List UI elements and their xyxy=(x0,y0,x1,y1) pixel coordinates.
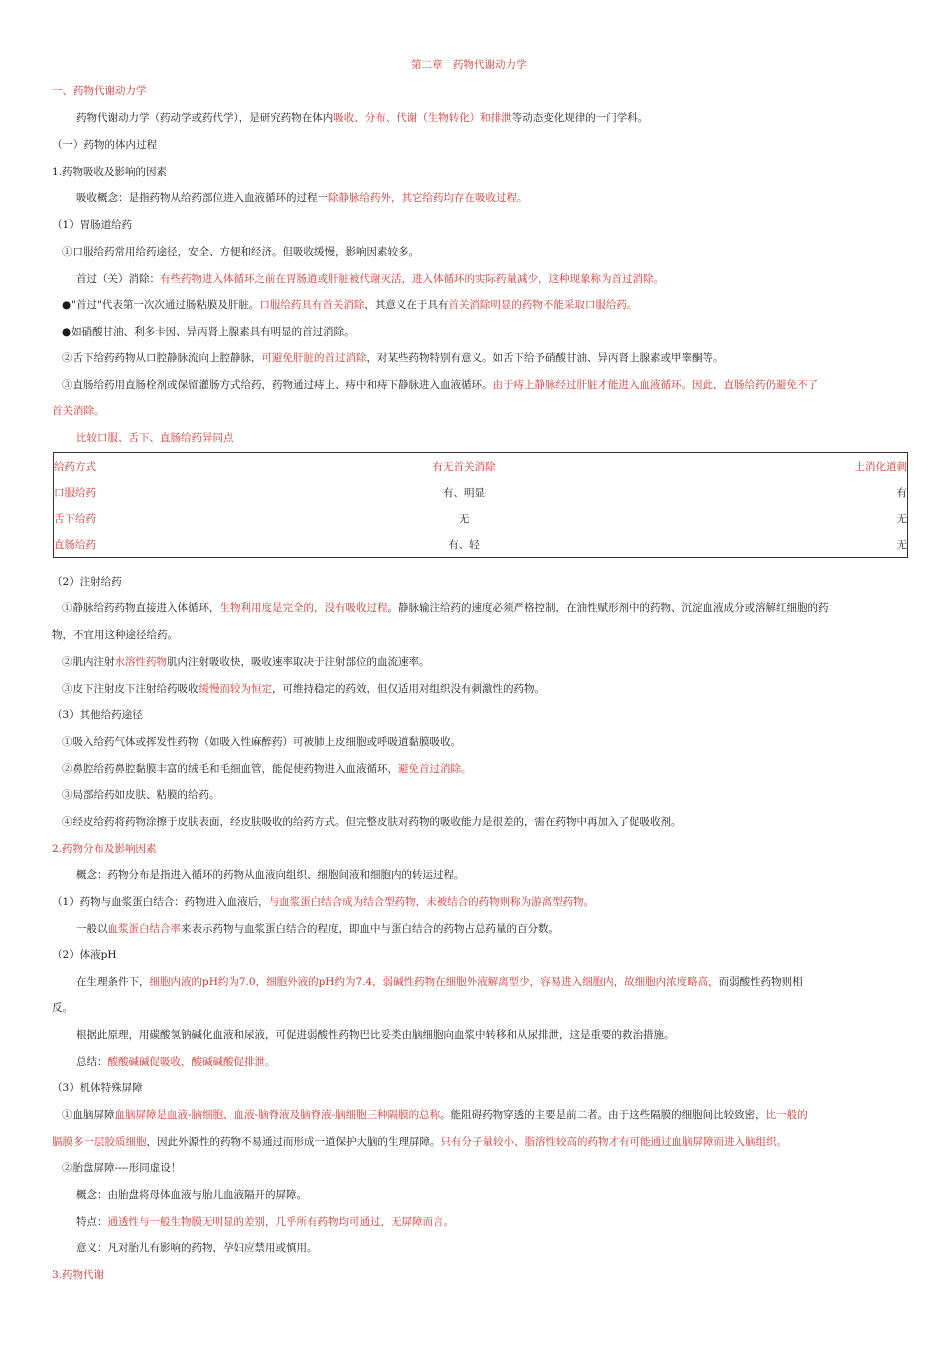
text-segment: ①口服给药常用给药途径，安全、方便和经济。但吸收缓慢，影响因素较多。 xyxy=(62,246,419,258)
text-line xyxy=(62,298,637,312)
text-segment: ②舌下给药药物从口腔静脉流向上腔静脉， xyxy=(62,352,262,364)
text-segment: 肌内注射吸收快，吸收速率取决于注射部位的血流速率。 xyxy=(167,656,430,668)
text-segment: （3）机体特殊屏障 xyxy=(52,1082,143,1094)
text-line xyxy=(62,762,472,776)
text-line xyxy=(52,404,105,418)
text-line xyxy=(76,1028,675,1042)
text-line xyxy=(62,682,545,696)
text-line xyxy=(62,378,818,392)
table-row xyxy=(54,505,908,531)
text-line xyxy=(76,1241,318,1255)
highlighted-text: 与血浆蛋白结合成为结合型药物，未被结合的药物则称为游离型药物。 xyxy=(268,896,595,908)
table-header-cell: 上消化道刺 xyxy=(854,460,907,473)
highlighted-text: 生物利用度是完全的，没有吸收过程 xyxy=(219,602,388,614)
text-segment: 根据此原理，用碳酸氢钠碱化血液和尿液，可促进弱酸性药物巴比妥类由脑细胞向血浆中转移和从尿排泄，这是重要的救治措施。 xyxy=(76,1029,675,1041)
highlighted-text: 可避免肝脏的首过消除 xyxy=(261,352,367,364)
text-line xyxy=(76,922,559,936)
text-segment: ，其意义在于具有 xyxy=(364,299,449,311)
highlighted-text: 由于痔上静脉经过肝脏才能进入血液循环。因此，直肠给药仍避免不了 xyxy=(492,379,818,391)
text-line xyxy=(62,325,355,339)
table-cell: 无 xyxy=(896,512,907,525)
table-header-row xyxy=(54,453,908,480)
text-segment: 。能阻碍药物穿透的主要是前二者。由于这些隔膜的细胞间比较致密， xyxy=(440,1109,766,1121)
text-segment: ④经皮给药将药物涂擦于皮肤表面，经皮肤吸收的给药方式。但完整皮肤对药物的吸收能力是很差的，需在药物中再加入了促吸收剂。 xyxy=(62,816,682,828)
highlighted-text: 2.药物分布及影响因素 xyxy=(52,843,157,855)
text-segment: ②肌内注射 xyxy=(62,656,115,668)
text-segment: 在生理条件下， xyxy=(76,976,150,988)
text-line xyxy=(62,655,430,669)
text-line xyxy=(76,1188,307,1202)
text-line xyxy=(52,218,132,232)
text-segment: ③皮下注射皮下注射给药吸收 xyxy=(62,683,199,695)
text-segment: 意义：凡对胎儿有影响的药物，孕妇应禁用或慎用。 xyxy=(76,1242,318,1254)
highlighted-text: 有些药物进入体循环之前在胃肠道或肝脏被代谢灭活，进入体循环的实际药量减少，这种现象称为首过消除。 xyxy=(160,273,664,285)
text-segment: ③局部给药如皮肤、粘膜的给药。 xyxy=(62,789,220,801)
highlighted-text: 膈膜多一层胶质细胞 xyxy=(52,1136,147,1148)
text-segment: 一般以 xyxy=(76,923,108,935)
text-line xyxy=(52,895,594,909)
table-header-cell: 给药方式 xyxy=(54,460,96,473)
text-segment: 吸收概念：是指药物从给药部位进入血液循环的过程一 xyxy=(76,192,328,204)
text-line xyxy=(62,735,461,749)
highlighted-text: 比较口服、舌下、直肠给药异同点 xyxy=(76,432,234,444)
highlighted-text: 只有分子量较小、脂溶性较高的药物才有可能通过血脑屏障而进入脑组织。 xyxy=(440,1136,787,1148)
highlighted-text: 首关消除。 xyxy=(52,405,105,417)
table-cell: 无 xyxy=(896,538,907,551)
text-segment: 总结： xyxy=(76,1056,108,1068)
table-row xyxy=(54,479,908,505)
text-line xyxy=(52,84,147,98)
highlighted-text: 比一般的 xyxy=(765,1109,808,1121)
text-segment: 概念：由胎盘将母体血液与胎儿血液隔开的屏障。 xyxy=(76,1189,307,1201)
text-segment: ②胎盘屏障----形同虚设！ xyxy=(62,1162,182,1174)
text-segment: （2）体液pH xyxy=(52,949,117,961)
text-segment: （3）其他给药途径 xyxy=(52,709,143,721)
text-segment: ，可维持稳定的药效，但仅适用对组织没有刺激性的药物。 xyxy=(272,683,545,695)
table-cell: 有、轻 xyxy=(448,538,480,551)
text-segment: 反。 xyxy=(52,1002,73,1014)
highlighted-text: 血脑屏障是血液-脑细胞、血液-脑脊液及脑脊液-脑细胞三种隔膜的总称 xyxy=(114,1109,441,1121)
text-line xyxy=(52,948,117,962)
text-line xyxy=(52,165,167,179)
highlighted-text: 口服给药具有首关消除 xyxy=(259,299,365,311)
text-segment: 概念：药物分布是指进入循环的药物从血液向组织、细胞间液和细胞内的转运过程。 xyxy=(76,869,465,881)
table-row xyxy=(54,531,908,558)
text-segment: 药物代谢动力学（药动学或药代学），是研究药物在体内 xyxy=(76,112,334,124)
highlighted-text: 血浆蛋白结合率 xyxy=(107,923,181,935)
text-segment: 。静脉输注给药的速度必须严格控制，在油性赋形剂中的药物、沉淀血液成分或溶解红细胞的药 xyxy=(387,602,829,614)
highlighted-text: 除静脉给药外，其它给药均存在吸收过程。 xyxy=(328,192,528,204)
text-segment: 来表示药物与血浆蛋白结合的程度，即血中与蛋白结合的药物占总药量的百分数。 xyxy=(181,923,559,935)
text-segment: ，因此外源性的药物不易通过而形成一道保护大脑的生理屏障。 xyxy=(146,1136,441,1148)
text-segment: 首过（关）消除： xyxy=(76,273,160,285)
text-line xyxy=(62,601,829,615)
text-segment: ①吸入给药气体或挥发性药物（如吸入性麻醉药）可被肺上皮细胞或呼吸道黏膜吸收。 xyxy=(62,736,461,748)
table-cell: 口服给药 xyxy=(54,486,96,499)
table-header-cell: 有无首关消除 xyxy=(432,460,496,473)
text-segment: 而弱酸性药物则相 xyxy=(718,976,803,988)
text-segment: ●如硝酸甘油、利多卡因、异丙肾上腺素具有明显的首过消除。 xyxy=(62,326,355,338)
text-segment: ①静脉给药药物直接进入体循环， xyxy=(62,602,220,614)
page-title: 第二章 药物代谢动力学 xyxy=(411,59,527,71)
highlighted-text: 水溶性药物 xyxy=(114,656,167,668)
table-cell: 无 xyxy=(458,512,470,525)
highlighted-text: 缓慢而较为恒定 xyxy=(198,683,272,695)
text-line xyxy=(76,272,664,286)
text-segment: ，对某些药物特别有意义。如舌下给予硝酸甘油、异丙肾上腺素或甲睾酮等。 xyxy=(366,352,724,364)
highlighted-text: 通透性与一般生物膜无明显的差别，几乎所有药物均可通过，无屏障而言。 xyxy=(107,1216,454,1228)
text-line xyxy=(52,575,122,589)
text-line xyxy=(52,1268,104,1282)
highlighted-text: 3.药物代谢 xyxy=(52,1269,105,1281)
text-line xyxy=(76,191,528,205)
highlighted-text: 首关消除明显的药物不能采取口服给药。 xyxy=(448,299,638,311)
table-cell: 有、明显 xyxy=(443,486,485,499)
text-segment: 等动态变化规律的一门学科。 xyxy=(511,112,649,124)
text-line xyxy=(62,1161,181,1175)
text-segment: （一）药物的体内过程 xyxy=(52,139,157,151)
text-segment: （1）药物与血浆蛋白结合：药物进入血液后， xyxy=(52,896,269,908)
text-segment: （1）胃肠道给药 xyxy=(52,219,133,231)
text-segment: ①血脑屏障 xyxy=(62,1109,115,1121)
text-segment: ②鼻腔给药鼻腔黏膜丰富的绒毛和毛细血管，能促使药物进入血液循环， xyxy=(62,763,398,775)
highlighted-text: 酸酸碱碱促吸收，酸碱碱酸促排泄。 xyxy=(107,1056,276,1068)
text-line xyxy=(52,628,178,642)
text-segment: （2）注射给药 xyxy=(52,576,122,588)
text-segment: ●"首过"代表第一次次通过肠粘膜及肝脏。 xyxy=(62,299,260,311)
highlighted-text: 吸收、分布、代谢（生物转化）和排泄 xyxy=(333,112,512,124)
text-line xyxy=(76,111,648,125)
text-segment: ③直肠给药用直肠栓剂或保留灌肠方式给药，药物通过痔上、痔中和痔下静脉进入血液循环。 xyxy=(62,379,493,391)
text-line xyxy=(52,842,157,856)
highlighted-text: 细胞内液的pH约为7.0，细胞外液的pH约为7.4，弱碱性药物在细胞外液解离型少，容易进入细胞内，故细胞内浓度略高， xyxy=(149,976,719,988)
text-line xyxy=(76,868,465,882)
highlighted-text: 避免首过消除。 xyxy=(398,763,472,775)
text-line xyxy=(62,1108,808,1122)
text-line xyxy=(62,815,682,829)
text-line xyxy=(52,1001,73,1015)
text-line xyxy=(52,1081,143,1095)
text-line xyxy=(76,1215,454,1229)
text-segment: 1.药物吸收及影响的因素 xyxy=(52,166,168,178)
text-segment: 特点： xyxy=(76,1216,108,1228)
text-line xyxy=(52,138,157,152)
text-segment: 物，不宜用这种途径给药。 xyxy=(52,629,178,641)
table-cell: 有 xyxy=(896,486,907,499)
text-line xyxy=(76,1055,276,1069)
table-cell: 舌下给药 xyxy=(54,512,96,525)
text-line xyxy=(62,788,220,802)
text-line xyxy=(52,1135,787,1149)
highlighted-text: 一、药物代谢动力学 xyxy=(52,85,147,97)
text-line xyxy=(76,975,803,989)
text-line xyxy=(62,245,419,259)
text-line xyxy=(62,351,724,365)
comparison-table xyxy=(53,452,908,558)
table-cell: 直肠给药 xyxy=(54,538,96,551)
text-line xyxy=(76,431,234,445)
text-line xyxy=(52,708,143,722)
